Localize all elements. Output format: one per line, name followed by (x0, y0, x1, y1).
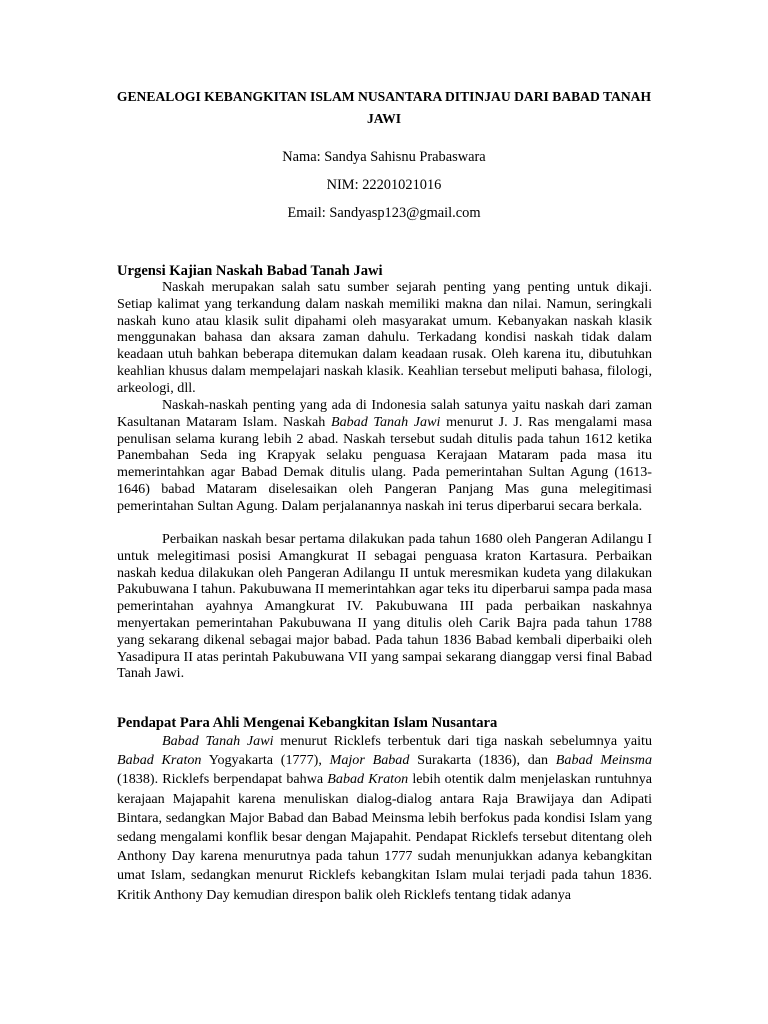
paragraph (117, 531, 652, 682)
paragraph-text: lebih otentik dalm menjelaskan runtuhnya kerajaan Majapahit karena menuliskan dialog-dialog antara Raja Brawijaya dan Adipati Bintara, sedangkan Major Babad dan Babad Meinsma lebih berfokus pada kondisi Islam yang sedang mengalami konflik besar dengan Majapahit. Pendapat Ricklefs tersebut ditentang oleh Anthony Day karena menurutnya pada tahun 1777 sudah menunjukkan adanya kebangkitan umat Islam, sedangkan menurut Ricklefs kebangkitan Islam mulai terjadi pada tahun 1836. Kritik Anthony Day kemudian direspon balik oleh Ricklefs tentang tidak adanya (117, 771, 652, 903)
paragraph-text: Naskah merupakan salah satu sumber sejarah penting yang penting untuk dikaji. Setiap kalimat yang terkandung dalam naskah memiliki makna dan nilai. Namun, seringkali naskah kuno atau klasik sulit dipahami oleh masyarakat umum. Kebanyakan naskah klasik menggunakan bahasa dan aksara zaman dahulu. Terkadang kondisi naskah tidak dalam keadaan utuh bahkan beberapa ditemukan dalam keadaan rusak. Oleh karena itu, dibutuhkan keahlian khusus dalam mempelajari naskah klasik. Keahlian tersebut meliputi bahasa, filologi, arkeologi, dll. (117, 279, 652, 396)
paragraph-text: Surakarta (1836), dan (409, 752, 556, 769)
paragraph-text: Naskah-naskah penting yang ada di Indonesia salah satunya yaitu naskah dari zaman Kasultanan Mataram Islam. Naskah (117, 397, 652, 430)
book-title: Babad Meinsma (555, 752, 652, 769)
paragraph-text: Perbaikan naskah besar pertama dilakukan pada tahun 1680 oleh Pangeran Adilangu I untuk melegitimasi posisi Amangkurat II sebagai penguasa kraton Kartasura. Perbaikan naskah kedua dilakukan oleh Pangeran Adilangu II untuk meresmikan kudeta yang dilakukan Pakubuwana I tahun. Pakubuwana II memerintahkan agar teks itu diperbarui sampa pada masa pemerintahan ayahnya Amangkurat IV. Pakubuwana III pada perbaikan naskahnya menyertakan pemerintahan Pakubuwana II yang ditulis oleh Carik Bajra pada tahun 1788 yang sekarang dikenal sebagai major babad. Pada tahun 1836 Babad kembali diperbaiki oleh Yasadipura II atas perintah Pakubuwana VII yang sampai sekarang dianggap versi final Babad Tanah Jawi. (117, 531, 652, 682)
book-title: Babad Tanah Jawi (162, 733, 274, 749)
book-title: Major Babad (329, 752, 410, 769)
paragraph-text: (1838). Ricklefs berpendapat bahwa (117, 771, 328, 788)
author-email: Email: Sandyasp123@gmail.com (287, 205, 481, 221)
author-name: Nama: Sandya Sahisnu Prabaswara (282, 149, 486, 165)
book-title: Babad Tanah Jawi (330, 413, 441, 430)
paragraph (117, 732, 652, 905)
paragraph-text: menurut J. J. Ras mengalami masa penulisan selama kurang lebih 2 abad. Naskah tersebut sudah ditulis pada tahun 1612 ketika Panembahan Seda ing Krapyak selaku penguasa Kerajaan Mataram pada masa itu memerintahkan agar Babad Demak ditulis ulang. Pada pemerintahan Sultan Agung (1613-1646) babad Mataram diselesaikan oleh Pangeran Panjang Mas guna melegitimasi pemerintahan Sultan Agung. Dalam perjalanannya naskah ini terus diperbarui secara berkala. (117, 413, 653, 514)
paragraph-text: menurut Ricklefs terbentuk dari tiga naskah sebelumnya yaitu (273, 733, 652, 749)
student-id: NIM: 22201021016 (326, 177, 442, 193)
paragraph (117, 397, 652, 515)
book-title: Babad Kraton (327, 771, 409, 788)
section-heading-pendapat: Pendapat Para Ahli Mengenai Kebangkitan Islam Nusantara (117, 715, 498, 731)
paragraph-text: Yogyakarta (1777), (201, 752, 330, 769)
paragraph (117, 279, 652, 397)
book-title: Babad Kraton (117, 752, 202, 769)
document-title: GENEALOGI KEBANGKITAN ISLAM NUSANTARA DITINJAU DARI BABAD TANAH JAWI (116, 89, 652, 126)
section-heading-urgensi: Urgensi Kajian Naskah Babad Tanah Jawi (117, 263, 383, 279)
